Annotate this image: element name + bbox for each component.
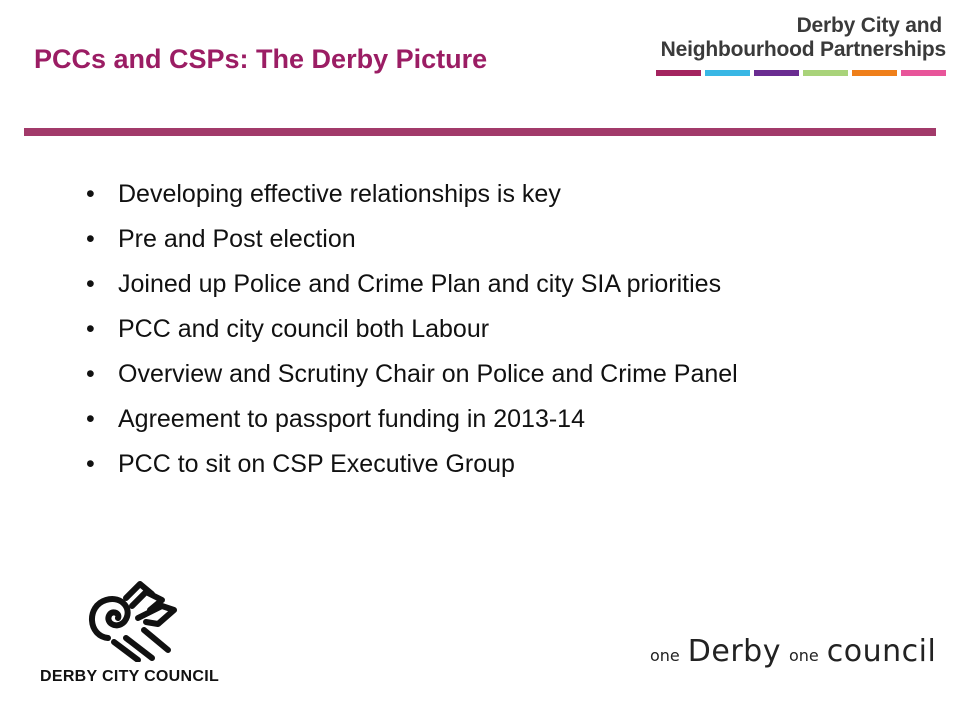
bullet-dot: • bbox=[86, 270, 95, 298]
color-stripe bbox=[803, 70, 848, 76]
bullet-text: Agreement to passport funding in 2013-14 bbox=[118, 405, 585, 433]
slogan-word: one bbox=[650, 646, 680, 665]
bullet-item bbox=[86, 448, 866, 480]
bullet-list bbox=[86, 178, 866, 493]
one-derby-one-council-slogan bbox=[650, 634, 936, 669]
bullet-dot: • bbox=[86, 450, 95, 478]
derby-city-council-logo bbox=[40, 578, 230, 686]
bullet-item bbox=[86, 403, 866, 435]
slide-title: PCCs and CSPs: The Derby Picture bbox=[34, 44, 488, 74]
bullet-text: Pre and Post election bbox=[118, 225, 356, 253]
ram-emblem-icon bbox=[80, 578, 180, 662]
color-stripe bbox=[852, 70, 897, 76]
bullet-dot: • bbox=[86, 225, 95, 253]
slogan-word: one bbox=[788, 646, 819, 665]
color-stripe bbox=[754, 70, 799, 76]
color-stripe bbox=[705, 70, 750, 76]
bullet-item bbox=[86, 358, 866, 390]
partnership-logo-line2: Neighbourhood Partnerships bbox=[660, 38, 946, 61]
bullet-item bbox=[86, 178, 866, 210]
bullet-text: Joined up Police and Crime Plan and city SIA priorities bbox=[118, 270, 722, 298]
bullet-text: Overview and Scrutiny Chair on Police and Crime Panel bbox=[118, 360, 738, 388]
color-stripe bbox=[901, 70, 946, 76]
slogan-word: Derby bbox=[687, 634, 781, 669]
bullet-text: PCC and city council both Labour bbox=[118, 315, 490, 343]
slogan-word: council bbox=[826, 634, 937, 669]
partnership-logo bbox=[656, 14, 946, 76]
bullet-item bbox=[86, 268, 866, 300]
partnership-color-stripes bbox=[656, 70, 946, 76]
title-divider bbox=[24, 128, 936, 136]
bullet-item bbox=[86, 223, 866, 255]
bullet-dot: • bbox=[86, 180, 95, 208]
bullet-text: Developing effective relationships is key bbox=[118, 180, 561, 208]
color-stripe bbox=[656, 70, 701, 76]
bullet-dot: • bbox=[86, 315, 95, 343]
bullet-item bbox=[86, 313, 866, 345]
partnership-logo-line1: Derby City and bbox=[796, 14, 942, 37]
council-name: DERBY CITY COUNCIL bbox=[40, 668, 220, 685]
bullet-dot: • bbox=[86, 405, 95, 433]
bullet-dot: • bbox=[86, 360, 95, 388]
bullet-text: PCC to sit on CSP Executive Group bbox=[118, 450, 515, 478]
